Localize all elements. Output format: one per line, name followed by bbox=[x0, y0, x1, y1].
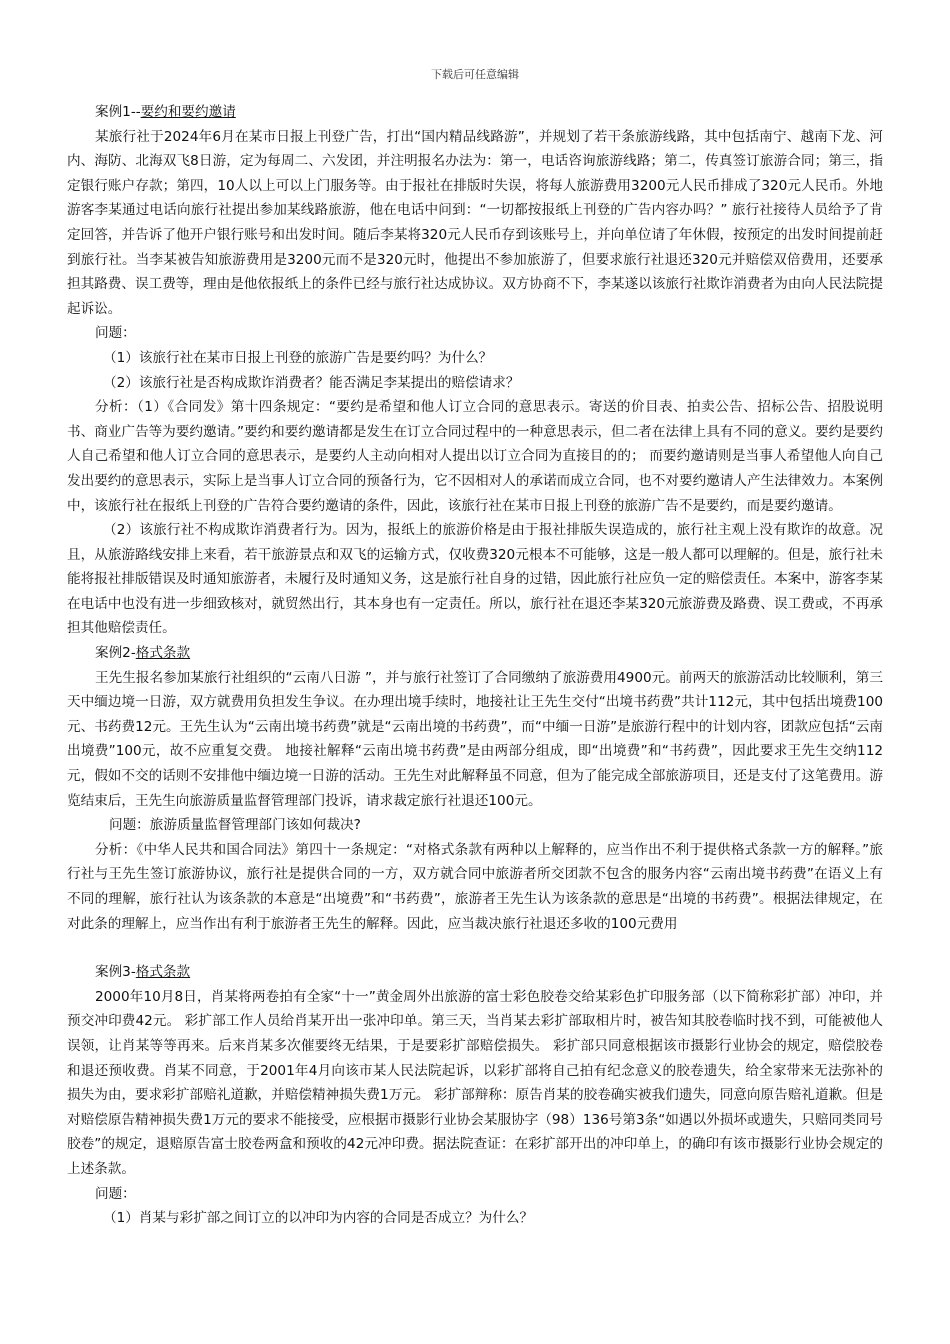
case1-body: 某旅行社于2024年6月在某市日报上刊登广告，打出“国内精品线路游”，并规划了若干条旅游线路，其中包括南宁、越南下龙、河内、海防、北海双飞8日游，定为每周二、六发团，并注明报名办法为：第一，电话咨询旅游线路；第二，传真签订旅游合同；第三，指定银行账户存款；第四，10人以上可以上门服务等。由于报社在排版时失误，将每人旅游费用3200元人民币排成了320元人民币。外地游客李某通过电话向旅行社提出参加某线路旅游，他在电话中问到：“一切都按报纸上刊登的广告内容办吗？” 旅行社接待人员给予了肯定回答，并告诉了他开户银行账号和出发时间。随后李某将320元人民币存到该账号上，并向单位请了年休假，按预定的出发时间提前赶到旅行社。当李某被告知旅游费用是3200元而不是320元时，他提出不参加旅游了，但要求旅行社退还320元并赔偿双倍费用，还要承担其路费、误工费等，理由是他依报纸上的条件已经与旅行社达成协议。双方协商不下，李某遂以该旅行社欺诈消费者为由向人民法院提起诉讼。 bbox=[67, 128, 883, 317]
case3-title-prefix: 案例3- bbox=[95, 964, 136, 981]
document-body bbox=[67, 100, 883, 1231]
case2-analysis: 分析：《中华人民共和国合同法》第四十一条规定：“对格式条款有两种以上解释的，应当作出不利于提供格式条款一方的解释。”旅行社与王先生签订旅游协议，旅行社是提供合同的一方，双方就合同中旅游者所交团款不包含的服务内容“云南出境书药费”在语义上有不同的理解，旅行社认为该条款的本意是“出境费”和“书药费”，旅游者王先生认为该条款的意思是“出境的书药费”。根据法律规定，在对此条的理解上，应当作出有利于旅游者王先生的解释。因此，应当裁决旅行社退还多收的100元费用 bbox=[67, 841, 883, 932]
case1-title-prefix: 案例1-- bbox=[95, 104, 141, 120]
case2-title-prefix: 案例2- bbox=[95, 645, 136, 662]
case3-heading bbox=[67, 960, 883, 985]
case1-question-1: （1）该旅行社在某市日报上刊登的旅游广告是要约吗？为什么？ bbox=[103, 349, 493, 366]
case2-body: 王先生报名参加某旅行社组织的“云南八日游 ”，并与旅行社签订了合同缴纳了旅游费用4900元。前两天的旅游活动比较顺利，第三天中缅边境一日游，双方就费用负担发生争议。在办理出境手续时，地接社让王先生交付“出境书药费”共计112元，其中包括出境费100元、书药费12元。王先生认为“云南出境书药费”就是“云南出境的书药费”，而“中缅一日游”是旅游行程中的计划内容，团款应包括“云南出境费”100元，故不应重复交费。 地接社解释“云南出境书药费”是由两部分组成，即“出境费”和“书药费”，因此要求王先生交纳112元，假如不交的话则不安排他中缅边境一日游的活动。王先生对此解释虽不同意，但为了能完成全部旅游项目，还是支付了这笔费用。游览结束后，王先生向旅游质量监督管理部门投诉，请求裁定旅行社退还100元。 bbox=[67, 669, 883, 809]
case1-analysis-1: 分析：（1）《合同发》第十四条规定：“要约是希望和他人订立合同的意思表示。寄送的价目表、拍卖公告、招标公告、招股说明书、商业广告等为要约邀请。”要约和要约邀请都是发生在订立合同过程中的一种意思表示，但二者在法律上具有不同的意义。要约是要约人自己希望和他人订立合同的意思表示，是要约人主动向相对人提出以订立合同为直接目的的； 而要约邀请则是当事人希望他人向自己发出要约的意思表示，实际上是当事人订立合同的预备行为，它不因相对人的承诺而成立合同，也不对要约邀请人产生法律效力。本案例中，该旅行社在报纸上刊登的广告符合要约邀请的条件，因此，该旅行社在某市日报上刊登的旅游广告不是要约，而是要约邀请。 bbox=[67, 399, 883, 514]
case3-body: 2000年10月8日，肖某将两卷拍有全家“十一”黄金周外出旅游的富士彩色胶卷交给某彩色扩印服务部（以下简称彩扩部）冲印，并预交冲印费42元。 彩扩部工作人员给肖某开出一张冲印单。第三天，当肖某去彩扩部取相片时，被告知其胶卷临时找不到，可能被他人误领，让肖某等等再来。后来肖某多次催要终无结果，于是要彩扩部赔偿损失。 彩扩部只同意根据该市摄影行业协会的规定，赔偿胶卷和退还预收费。肖某不同意，于2001年4月向该市某人民法院起诉，以彩扩部将自己拍有纪念意义的胶卷遗失，给全家带来无法弥补的损失为由，要求彩扩部赔礼道歉，并赔偿精神损失费1万元。 彩扩部辩称：原告肖某的胶卷确实被我们遗失，同意向原告赔礼道歉。但是对赔偿原告精神损失费1万元的要求不能接受，应根据市摄影行业协会某服协字（98）136号第3条“如遇以外损坏或遗失，只赔同类同号胶卷”的规定，退赔原告富士胶卷两盒和预收的42元冲印费。据法院查证：在彩扩部开出的冲印单上，的确印有该市摄影行业协会规定的上述条款。 bbox=[67, 988, 883, 1177]
case3-title: 格式条款 bbox=[135, 964, 191, 981]
case2-heading bbox=[67, 641, 883, 666]
section-spacer bbox=[67, 936, 883, 960]
case2-title: 格式条款 bbox=[135, 645, 191, 662]
page-header: 下载后可任意编辑 bbox=[431, 68, 519, 81]
case1-analysis-2: （2）该旅行社不构成欺诈消费者行为。因为，报纸上的旅游价格是由于报社排版失误造成的，旅行社主观上没有欺诈的故意。况且，从旅游路线安排上来看，若干旅游景点和双飞的运输方式，仅收费320元根本不可能够，这是一般人都可以理解的。但是，旅行社未能将报社排版错误及时通知旅游者，未履行及时通知义务，这是旅行社自身的过错，因此旅行社应负一定的赔偿责任。本案中，游客李某在电话中也没有进一步细致核对，就贸然出行，其本身也有一定责任。所以，旅行社在退还李某320元旅游费及路费、误工费或，不再承担其他赔偿责任。 bbox=[67, 522, 883, 637]
case3-question-1: （1）肖某与彩扩部之间订立的以冲印为内容的合同是否成立？为什么？ bbox=[103, 1210, 534, 1227]
case2-question: 问题：旅游质量监督管理部门该如何裁决? bbox=[109, 817, 361, 834]
case1-title: 要约和要约邀请 bbox=[140, 104, 236, 120]
case1-question-label: 问题： bbox=[95, 325, 136, 342]
case1-question-2: （2）该旅行社是否构成欺诈消费者？能否满足李某提出的赔偿请求？ bbox=[103, 374, 520, 391]
case1-heading bbox=[67, 100, 883, 125]
case3-question-label: 问题： bbox=[95, 1185, 136, 1202]
